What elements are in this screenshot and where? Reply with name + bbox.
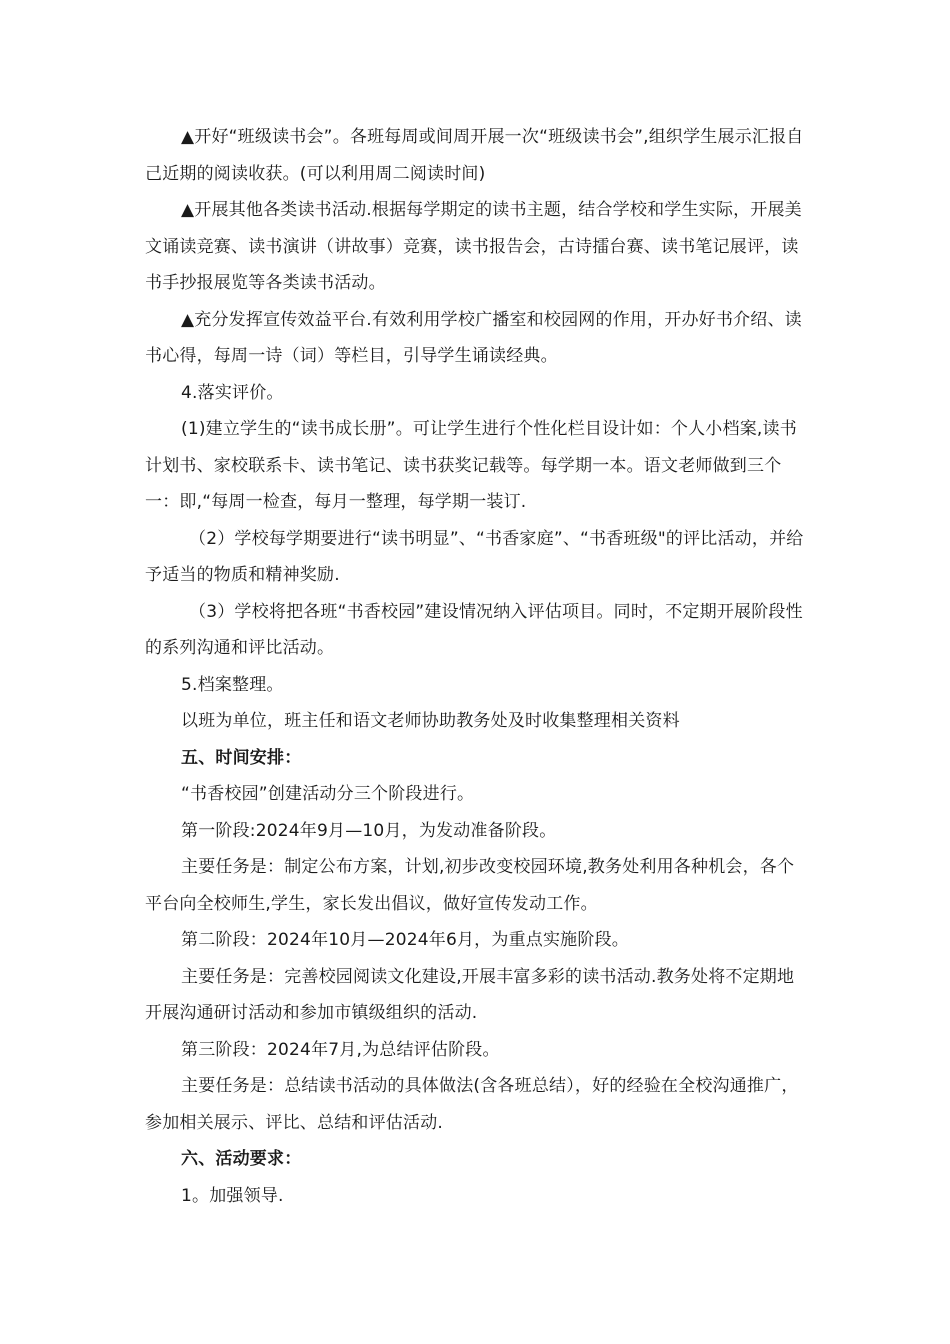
paragraph-stage-two-tasks: 主要任务是：完善校园阅读文化建设,开展丰富多彩的读书活动.教务处将不定期地开展沟通研讨活动和参加市镇级组织的活动. bbox=[145, 966, 795, 1023]
section-heading-requirements: 六、活动要求： bbox=[181, 1149, 302, 1169]
paragraph-publicity-platform: ▲充分发挥宣传效益平台.有效利用学校广播室和校园网的作用，开办好书介绍、读书心得，每周一诗（词）等栏目，引导学生诵读经典。 bbox=[145, 309, 802, 366]
paragraph-archive-detail: 以班为单位，班主任和语文老师协助教务处及时收集整理相关资料 bbox=[181, 711, 680, 731]
paragraph-class-reading-meeting: ▲开好“班级读书会”。各班每周或间周开展一次“班级读书会”,组织学生展示汇报自己近期的阅读收获。(可以利用周二阅读时间) bbox=[145, 127, 804, 184]
paragraph-other-reading-activities: ▲开展其他各类读书活动.根据每学期定的读书主题，结合学校和学生实际，开展美文诵读竞赛、读书演讲（讲故事）竞赛，读书报告会，古诗擂台赛、读书笔记展评，读书手抄报展览等各类读书活动。 bbox=[145, 200, 802, 293]
paragraph-stage-three: 第三阶段：2024年7月,为总结评估阶段。 bbox=[181, 1039, 500, 1060]
paragraph-leadership: 1。加强领导. bbox=[181, 1185, 284, 1206]
paragraph-assessment: （3）学校将把各班“书香校园”建设情况纳入评估项目。同时，不定期开展阶段性的系列沟通和评比活动。 bbox=[145, 601, 803, 658]
paragraph-stage-one: 第一阶段:2024年9月—10月，为发动准备阶段。 bbox=[181, 820, 557, 841]
paragraph-three-stages: “书香校园”创建活动分三个阶段进行。 bbox=[181, 784, 475, 804]
paragraph-stage-two: 第二阶段：2024年10月—2024年6月，为重点实施阶段。 bbox=[181, 930, 629, 950]
paragraph-stage-one-tasks: 主要任务是：制定公布方案，计划,初步改变校园环境,教务处利用各种机会，各个平台向全校师生,学生，家长发出倡议，做好宣传发动工作。 bbox=[145, 857, 795, 914]
paragraph-awards: （2）学校每学期要进行“读书明显”、“书香家庭”、“书香班级"的评比活动，并给予适当的物质和精神奖励. bbox=[145, 528, 804, 585]
paragraph-evaluation-heading: 4.落实评价。 bbox=[181, 382, 284, 403]
paragraph-growth-book: (1)建立学生的“读书成长册”。可让学生进行个性化栏目设计如：个人小档案,读书计划书、家校联系卡、读书笔记、读书获奖记载等。每学期一本。语文老师做到三个一：即,“每周一检查，每月一整理，每学期一装订. bbox=[145, 419, 797, 512]
paragraph-stage-three-tasks: 主要任务是：总结读书活动的具体做法(含各班总结），好的经验在全校沟通推广，参加相关展示、评比、总结和评估活动. bbox=[145, 1076, 799, 1133]
document-body bbox=[145, 119, 805, 1214]
paragraph-archive-heading: 5.档案整理。 bbox=[181, 674, 284, 695]
section-heading-schedule: 五、时间安排： bbox=[181, 747, 302, 768]
